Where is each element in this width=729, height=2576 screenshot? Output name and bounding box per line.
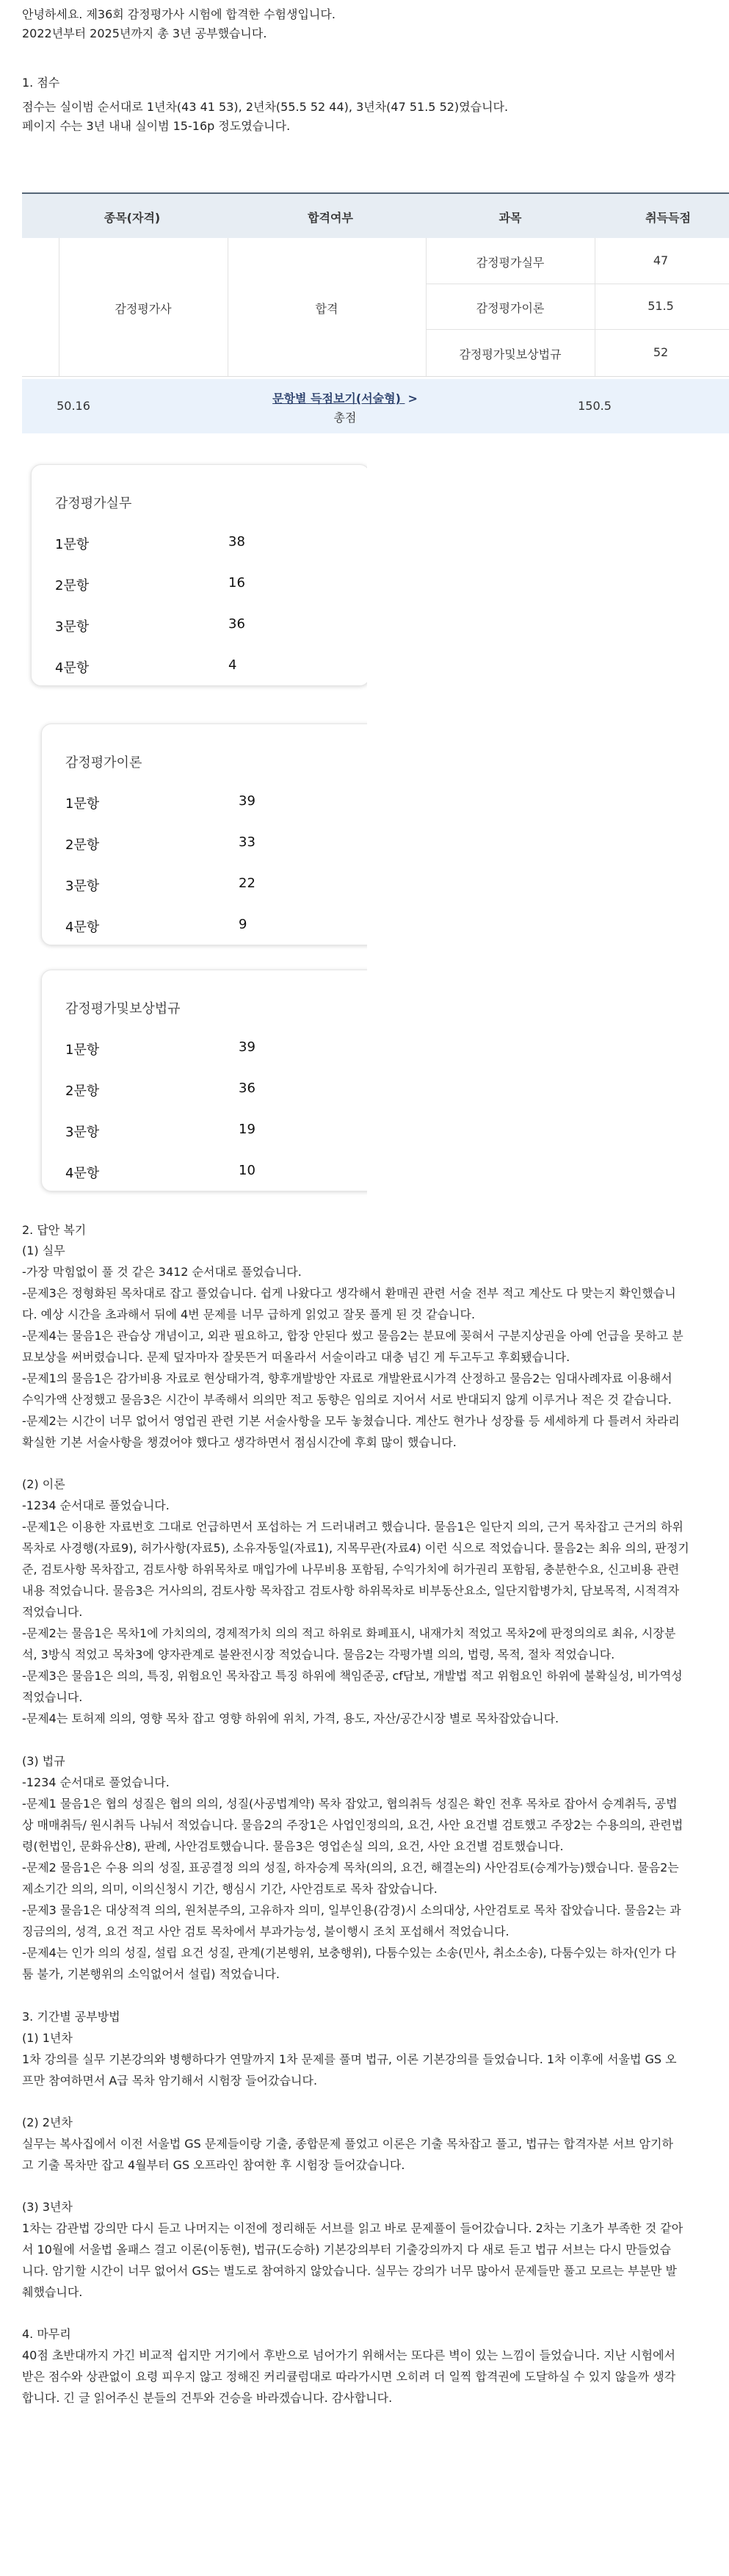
- paragraph-line: 프만 참여하면서 A급 목차 암기해서 시험장 들어갔습니다.: [22, 2074, 318, 2088]
- paragraph-line: 상 매매취득/ 원시취득 나눠서 적었습니다. 물음2의 주장1은 사업인정의의, 요건, 사안 요건별 검토했고 주장2는 수용의의, 관련법: [22, 1818, 683, 1832]
- score-cell: 47: [653, 253, 669, 267]
- item-score: 38: [228, 534, 245, 549]
- paragraph-line: -문제1 물음1은 협의 성질은 협의 의의, 성질(사공법계약) 목차 잡았고, 협의취득 성질은 확인 전후 목차로 잡아서 승계취득, 공법: [22, 1797, 678, 1811]
- item-label: 4문항: [55, 660, 90, 676]
- paragraph-line: -문제2 물음1은 수용 의의 성질, 표공결정 의의 성질, 하자승계 목차(의의, 요건, 해결논의) 사안검토(승계가능)했습니다. 물음2는: [22, 1861, 679, 1875]
- header-license: 종목(자격): [104, 211, 161, 225]
- paragraph-line: 서 10월에 서울법 올패스 걸고 이론(이동현), 법규(도승하) 기본강의부터 기출강의까지 다 새로 듣고 법규 서브는 다시 만들었습: [22, 2243, 672, 2256]
- paragraph-line: 다. 예상 시간을 초과해서 뒤에 4번 문제를 너무 급하게 읽었고 잘못 풀게 된 것 같습니다.: [22, 1307, 476, 1321]
- paragraph-line: -문제4는 인가 의의 성질, 설립 요건 성질, 관계(기본행위, 보충행위), 다툼수있는 소송(민사, 취소소송), 다툼수있는 하자(인가 다: [22, 1946, 676, 1960]
- section-heading: 3. 기간별 공부방법: [22, 2010, 120, 2024]
- subject-card: [41, 724, 380, 945]
- paragraph-line: 췌했습니다.: [22, 2285, 83, 2299]
- item-label: 1문항: [65, 1042, 100, 1058]
- item-score: 10: [239, 1163, 255, 1178]
- intro-line: 안녕하세요. 제36회 감정평가사 시험에 합격한 수험생입니다.: [22, 7, 336, 21]
- paragraph-line: 제소기간 의의, 의미, 이의신청시 기간, 행심시 기간, 사안검토로 목차 잡았습니다.: [22, 1882, 438, 1896]
- subject-cell: 감정평가이론: [476, 301, 545, 315]
- paragraph-line: (2) 이론: [22, 1477, 65, 1491]
- paragraph-line: 내용 적었습니다. 물음3은 거사의의, 검토사항 목차잡고 검토사항 하위목차로 비부동산요소, 일단지합병가치, 담보목적, 시적격자: [22, 1584, 680, 1598]
- card-title: 감정평가실무: [55, 496, 132, 511]
- paragraph-line: 1차는 감관법 강의만 다시 듣고 나머지는 이전에 정리해둔 서브를 읽고 바로 문제풀이 들어갔습니다. 2차는 기초가 부족한 것 같아: [22, 2221, 683, 2235]
- paragraph-line: 징금의의, 성격, 요건 적고 사안 검토 목차에서 부과가능성, 불이행시 조치 포섭해서 적었습니다.: [22, 1924, 509, 1938]
- status-cell: 합격: [315, 302, 338, 316]
- score-cell: 51.5: [648, 299, 674, 313]
- paragraph-line: 령(헌법인, 문화유산8), 판례, 사안검토했습니다. 물음3은 영업손실 의의, 요건, 사안 요건별 검토했습니다.: [22, 1839, 564, 1853]
- chevron-right-icon: >: [407, 392, 418, 405]
- paragraph-line: -문제4는 토허제 의의, 영향 목차 잡고 영향 하위에 위치, 가격, 용도, 자산/공간시장 별로 목차잡았습니다.: [22, 1711, 559, 1725]
- subject-card: [41, 970, 380, 1191]
- item-label: 3문항: [65, 1125, 100, 1140]
- paragraph-line: (1) 실무: [22, 1244, 65, 1258]
- header-subject: 과목: [498, 211, 522, 225]
- paragraph-line: (1) 1년차: [22, 2031, 73, 2045]
- subject-card: [31, 464, 370, 686]
- item-score: 39: [239, 793, 255, 809]
- item-label: 4문항: [65, 920, 100, 935]
- paragraph-line: -문제2는 시간이 너무 없어서 영업권 관련 기본 서술사항을 모두 놓쳤습니다. 계산도 현가나 성장률 등 세세하게 다 틀려서 차라리: [22, 1414, 680, 1428]
- paragraph-line: 받은 점수와 상관없이 요령 피우지 않고 정해진 커리큘럼대로 따라가시면 오히려 더 일찍 합격권에 도달하실 수 있지 않을까 생각: [22, 2370, 676, 2384]
- total-label: 총점: [333, 411, 357, 425]
- section-heading: 2. 답안 복기: [22, 1223, 87, 1237]
- item-score: 33: [239, 834, 255, 850]
- paragraph-line: -1234 순서대로 풀었습니다.: [22, 1775, 170, 1789]
- paragraph-line: 확실한 기본 서술사항을 챙겼어야 했다고 생각하면서 점심시간에 후회 많이 했습니다.: [22, 1435, 457, 1449]
- paragraph-line: 실무는 복사집에서 이전 서울법 GS 문제들이랑 기출, 종합문제 풀었고 이론은 기출 목차잡고 풀고, 법규는 합격자분 서브 암기하: [22, 2137, 673, 2151]
- paragraph-line: 적었습니다.: [22, 1690, 83, 1704]
- item-score: 19: [239, 1122, 255, 1137]
- header-status: 합격여부: [308, 211, 353, 225]
- item-score: 4: [228, 657, 237, 673]
- card-title: 감정평가이론: [65, 755, 142, 771]
- paragraph-line: 40점 초반대까지 가긴 비교적 쉽지만 거기에서 후반으로 넘어가기 위해서는 또다른 벽이 있는 느낌이 들었습니다. 지난 시험에서: [22, 2348, 675, 2362]
- paragraph-line: -문제1의 물음1은 감가비용 자료로 현상태가격, 향후개발방안 자료로 개발완료시가격 산정하고 물음2는 임대사례자료 이용해서: [22, 1371, 672, 1385]
- item-score-link[interactable]: [235, 389, 455, 406]
- paragraph-line: (2) 2년차: [22, 2115, 73, 2129]
- item-score: 36: [239, 1080, 255, 1096]
- item-score: 39: [239, 1039, 255, 1055]
- item-label: 2문항: [65, 1083, 100, 1099]
- subject-cell: 감정평가및보상법규: [459, 347, 562, 361]
- paragraph-line: -1234 순서대로 풀었습니다.: [22, 1498, 170, 1512]
- paragraph-line: 묘보상을 써버렸습니다. 문제 덮자마자 잘못뜬거 떠올라서 서술이라고 대충 넘긴 게 두고두고 후회됐습니다.: [22, 1350, 570, 1364]
- item-score: 16: [228, 575, 245, 591]
- license-cell: 감정평가사: [115, 302, 172, 316]
- paragraph-line: -문제3은 정형화된 목차대로 잡고 풀었습니다. 쉽게 나왔다고 생각해서 환매권 관련 서술 전부 적고 계산도 다 맞는지 확인했습니: [22, 1286, 676, 1300]
- paragraph-line: -문제3은 물음1은 의의, 특징, 위험요인 목차잡고 특징 하위에 책임준공, cf담보, 개발법 적고 위험요인 하위에 불확실성, 비가역성: [22, 1669, 683, 1683]
- paragraph-line: 수익가액 산정했고 물음3은 시간이 부족해서 의의만 적고 동향은 임의로 지어서 서로 반대되지 않게 이루거나 적은 것 같습니다.: [22, 1393, 672, 1407]
- header-score: 취득득점: [645, 211, 691, 225]
- item-score: 22: [239, 876, 255, 891]
- paragraph-line: 합니다. 긴 글 읽어주신 분들의 건투와 건승을 바라겠습니다. 감사합니다.: [22, 2391, 393, 2405]
- paragraph-line: 고 기출 목차만 잡고 4월부터 GS 오프라인 참여한 후 시험장 들어갔습니다.: [22, 2158, 405, 2172]
- section-heading: 4. 마무리: [22, 2327, 71, 2341]
- item-score: 36: [228, 616, 245, 632]
- item-label: 3문항: [65, 878, 100, 894]
- item-score: 9: [239, 917, 247, 932]
- card-crop-mask: [367, 455, 729, 1197]
- paragraph-line: 툼 불가, 기본행위의 소익없어서 설립) 적었습니다.: [22, 1967, 280, 1981]
- paragraph-line: -문제3 물음1은 대상적격 의의, 원처분주의, 고유하자 의미, 일부인용(감경)시 소의대상, 사안검토로 목차 잡았습니다. 물음2는 과: [22, 1903, 681, 1917]
- table-footer: [22, 379, 729, 433]
- paragraph-line: -가장 막힘없이 풀 것 같은 3412 순서대로 풀었습니다.: [22, 1265, 302, 1279]
- paragraph-line: -문제4는 물음1은 관습상 개념이고, 외관 필요하고, 합장 안된다 썼고 물음2는 분묘에 꽂혀서 구분지상권을 아예 언급을 못하고 분: [22, 1329, 683, 1343]
- score-summary-line: 점수는 실이범 순서대로 1년차(43 41 53), 2년차(55.5 52 44), 3년차(47 51.5 52)였습니다.: [22, 100, 509, 114]
- table-body: [22, 238, 729, 377]
- score-summary-line: 페이지 수는 3년 내내 실이범 15-16p 정도였습니다.: [22, 119, 291, 133]
- paragraph-line: -문제2는 물음1은 목차1에 가치의의, 경제적가치 의의 적고 하위로 화폐표시, 내재가치 적었고 목차2에 판정의의로 최유, 시장분: [22, 1626, 676, 1640]
- item-label: 1문항: [65, 796, 100, 812]
- item-label: 2문항: [55, 578, 90, 594]
- average-score: 50.16: [57, 399, 90, 413]
- table-header: [22, 192, 729, 238]
- item-label: 3문항: [55, 619, 90, 635]
- paragraph-line: 석, 3방식 적었고 목차3에 양자관계로 불완전시장 적었습니다. 물음2는 각평가별 의의, 법령, 목적, 절차 적었습니다.: [22, 1648, 615, 1662]
- paragraph-line: -문제1은 이용한 자료번호 그대로 언급하면서 포섭하는 거 드러내려고 했습니다. 물음1은 일단지 의의, 근거 목차잡고 근거의 하위: [22, 1520, 683, 1534]
- item-label: 2문항: [65, 837, 100, 853]
- section-heading: 1. 점수: [22, 76, 60, 90]
- score-cell: 52: [653, 345, 669, 359]
- paragraph-line: (3) 법규: [22, 1754, 65, 1768]
- paragraph-line: 목차로 사경행(자료9), 허가사항(자료5), 소유자동일(자료1), 지목무관(자료4) 이런 식으로 적었습니다. 물음2는 최유 의의, 판정기: [22, 1541, 689, 1555]
- paragraph-line: (3) 3년차: [22, 2200, 73, 2214]
- intro-line: 2022년부터 2025년까지 총 3년 공부했습니다.: [22, 26, 267, 40]
- item-score-link-label: 문항별 득점보기(서술형): [272, 392, 401, 405]
- item-label: 1문항: [55, 537, 90, 552]
- card-title: 감정평가및보상법규: [65, 1001, 181, 1017]
- paragraph-line: 준, 검토사항 목차잡고, 검토사항 하위목차로 매입가에 나무비용 포함됨, 수익가치에 허가권리 포함됨, 충분한수요, 신고비용 관련: [22, 1562, 680, 1576]
- paragraph-line: 니다. 암기할 시간이 너무 없어서 GS는 별도로 참여하지 않았습니다. 실무는 강의가 너무 많아서 문제들만 풀고 모르는 부분만 발: [22, 2264, 677, 2278]
- subject-cell: 감정평가실무: [476, 256, 545, 270]
- item-label: 4문항: [65, 1166, 100, 1181]
- paragraph-line: 1차 강의를 실무 기본강의와 병행하다가 연말까지 1차 문제를 풀며 법규, 이론 기본강의를 들었습니다. 1차 이후에 서울법 GS 오: [22, 2052, 677, 2066]
- total-score: 150.5: [578, 399, 612, 413]
- paragraph-line: 적었습니다.: [22, 1605, 83, 1619]
